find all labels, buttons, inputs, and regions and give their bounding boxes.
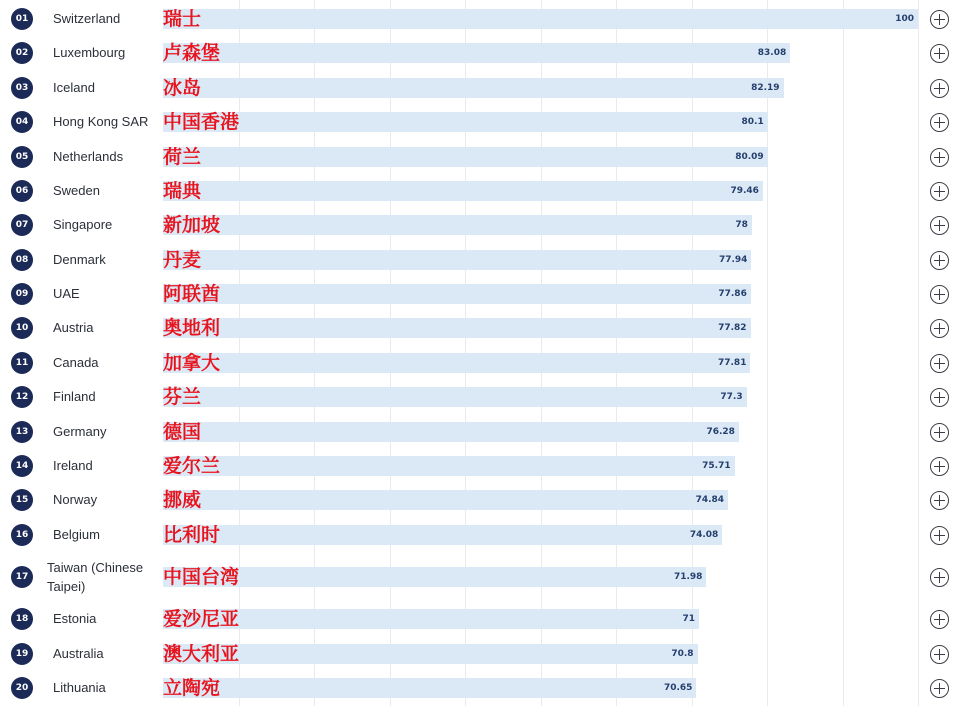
plus-circle-icon[interactable] — [930, 79, 949, 98]
plus-circle-icon[interactable] — [930, 10, 949, 29]
value-label: 70.8 — [671, 649, 694, 659]
value-label: 80.09 — [735, 152, 764, 162]
rank-badge: 20 — [11, 677, 33, 699]
rank-badge: 07 — [11, 214, 33, 236]
country-name: Iceland — [53, 80, 95, 95]
country-name: Hong Kong SAR — [53, 114, 149, 129]
plus-circle-icon[interactable] — [930, 285, 949, 304]
rank-badge: 10 — [11, 317, 33, 339]
value-label: 74.08 — [689, 530, 719, 540]
value-label: 83.08 — [757, 48, 787, 58]
country-name: Norway — [53, 492, 98, 507]
chinese-country-label: 荷兰 — [163, 146, 202, 168]
rank-badge: 14 — [11, 455, 33, 477]
value-label: 77.86 — [718, 289, 747, 299]
plus-circle-icon[interactable] — [930, 216, 949, 235]
value-label: 76.28 — [706, 427, 735, 437]
plus-circle-icon[interactable] — [930, 457, 949, 476]
chinese-country-label: 爱沙尼亚 — [163, 608, 240, 630]
gridline — [918, 0, 919, 706]
rank-badge: 13 — [11, 421, 33, 443]
bar — [163, 490, 728, 510]
rank-badge: 11 — [11, 352, 33, 374]
value-label: 82.19 — [751, 83, 780, 93]
bar — [163, 456, 735, 476]
plus-circle-icon[interactable] — [930, 388, 949, 407]
plus-circle-icon[interactable] — [930, 645, 949, 664]
rank-badge: 17 — [11, 566, 33, 588]
chinese-country-label: 中国台湾 — [163, 566, 240, 588]
chinese-country-label: 爱尔兰 — [163, 455, 221, 477]
chinese-country-label: 德国 — [163, 421, 202, 443]
country-name: UAE — [53, 286, 80, 301]
value-label: 71 — [682, 614, 696, 624]
country-name: Netherlands — [53, 149, 124, 164]
country-name: Germany — [53, 424, 107, 439]
rank-badge: 15 — [11, 489, 33, 511]
country-name: Denmark — [53, 252, 106, 267]
value-label: 74.84 — [695, 495, 725, 505]
rank-badge: 09 — [11, 283, 33, 305]
bar — [163, 147, 768, 167]
plus-circle-icon[interactable] — [930, 610, 949, 629]
rank-badge: 12 — [11, 386, 33, 408]
country-name: Belgium — [53, 527, 100, 542]
plus-circle-icon[interactable] — [930, 491, 949, 510]
chinese-country-label: 立陶宛 — [163, 677, 221, 699]
chinese-country-label: 冰岛 — [163, 77, 202, 99]
value-label: 77.3 — [720, 392, 743, 402]
value-label: 80.1 — [741, 117, 764, 127]
plus-circle-icon[interactable] — [930, 568, 949, 587]
chinese-country-label: 中国香港 — [163, 111, 240, 133]
plus-circle-icon[interactable] — [930, 251, 949, 270]
value-label: 71.98 — [673, 572, 703, 582]
value-label: 100 — [895, 14, 914, 24]
bar — [163, 215, 752, 235]
bar — [163, 78, 784, 98]
gridline — [767, 0, 768, 706]
plus-circle-icon[interactable] — [930, 182, 949, 201]
chinese-country-label: 挪威 — [163, 489, 202, 511]
rank-badge: 18 — [11, 608, 33, 630]
value-label: 77.82 — [718, 323, 747, 333]
chinese-country-label: 瑞士 — [163, 8, 202, 30]
chinese-country-label: 加拿大 — [163, 352, 221, 374]
bar — [163, 9, 918, 29]
bar — [163, 43, 790, 63]
chinese-country-label: 澳大利亚 — [163, 643, 240, 665]
plus-circle-icon[interactable] — [930, 423, 949, 442]
rank-badge: 08 — [11, 249, 33, 271]
country-name: Singapore — [53, 217, 113, 232]
country-name: Sweden — [53, 183, 100, 198]
bar — [163, 567, 706, 587]
bar — [163, 284, 751, 304]
rank-badge: 19 — [11, 643, 33, 665]
country-name: Switzerland — [53, 11, 121, 26]
chinese-country-label: 阿联酋 — [163, 283, 221, 305]
rank-badge: 03 — [11, 77, 33, 99]
bar — [163, 353, 750, 373]
gridline — [843, 0, 844, 706]
value-label: 79.46 — [730, 186, 759, 196]
plus-circle-icon[interactable] — [930, 148, 949, 167]
rank-badge: 01 — [11, 8, 33, 30]
chinese-country-label: 比利时 — [163, 524, 221, 546]
country-name: Canada — [53, 355, 99, 370]
chinese-country-label: 丹麦 — [163, 249, 202, 271]
country-name: Estonia — [53, 611, 97, 626]
rank-badge: 16 — [11, 524, 33, 546]
country-name: Austria — [53, 320, 94, 335]
plus-circle-icon[interactable] — [930, 44, 949, 63]
value-label: 70.65 — [663, 683, 693, 693]
bar — [163, 318, 751, 338]
chinese-country-label: 瑞典 — [163, 180, 202, 202]
rank-badge: 02 — [11, 42, 33, 64]
plus-circle-icon[interactable] — [930, 679, 949, 698]
bar — [163, 387, 747, 407]
country-name: Finland — [53, 389, 96, 404]
chinese-country-label: 卢森堡 — [163, 42, 221, 64]
plus-circle-icon[interactable] — [930, 354, 949, 373]
plus-circle-icon[interactable] — [930, 319, 949, 338]
plus-circle-icon[interactable] — [930, 526, 949, 545]
country-name: Taiwan (Chinese Taipei) — [47, 560, 144, 594]
value-label: 77.94 — [718, 255, 748, 265]
rank-badge: 06 — [11, 180, 33, 202]
country-name: Ireland — [53, 458, 93, 473]
value-label: 78 — [735, 220, 748, 230]
plus-circle-icon[interactable] — [930, 113, 949, 132]
chinese-country-label: 芬兰 — [163, 386, 202, 408]
country-name: Lithuania — [53, 680, 106, 695]
chinese-country-label: 新加坡 — [163, 214, 221, 236]
value-label: 77.81 — [717, 358, 747, 368]
bar — [163, 112, 768, 132]
bar — [163, 525, 722, 545]
rank-badge: 05 — [11, 146, 33, 168]
country-name: Australia — [53, 646, 104, 661]
country-name: Luxembourg — [53, 45, 126, 60]
bar — [163, 250, 751, 270]
value-label: 75.71 — [702, 461, 731, 471]
bar — [163, 181, 763, 201]
rank-badge: 04 — [11, 111, 33, 133]
chinese-country-label: 奥地利 — [163, 317, 221, 339]
bar — [163, 422, 739, 442]
